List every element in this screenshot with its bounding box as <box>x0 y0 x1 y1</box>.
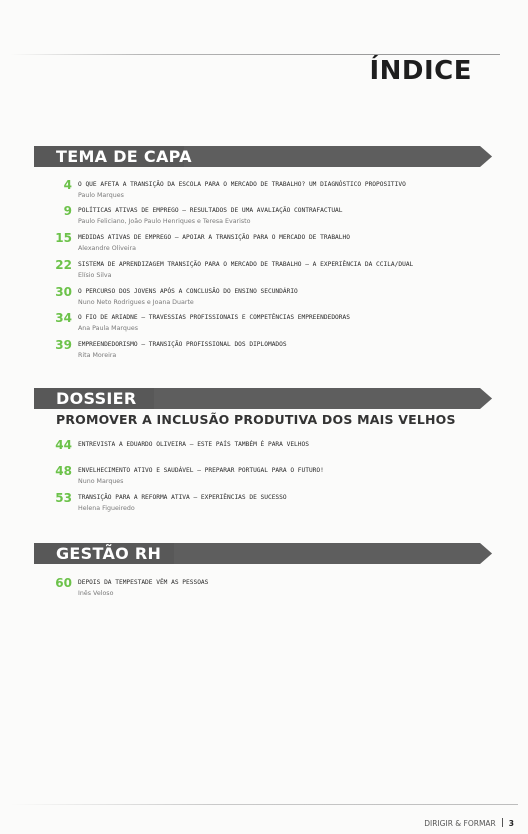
section-label: DOSSIER <box>56 389 137 408</box>
entry-page-number: 22 <box>55 258 72 272</box>
dossier-subtitle: PROMOVER A INCLUSÃO PRODUTIVA DOS MAIS VELHOS <box>56 412 456 427</box>
entry-title: TRANSIÇÃO PARA A REFORMA ATIVA – EXPERIÊNCIAS DE SUCESSO <box>78 494 287 501</box>
entry-author: Helena Figueiredo <box>78 505 135 512</box>
entry-author: Rita Moreira <box>78 352 117 359</box>
section-banner-dossier <box>34 388 492 409</box>
entry-title: O PERCURSO DOS JOVENS APÓS A CONCLUSÃO DO ENSINO SECUNDÁRIO <box>78 288 298 295</box>
entry-author: Ana Paula Marques <box>78 325 139 332</box>
entry-author: Paulo Feliciano, João Paulo Henriques e Teresa Evaristo <box>78 218 251 225</box>
entry-page-number: 30 <box>55 285 72 299</box>
top-rule-right <box>380 54 500 55</box>
entry-page-number: 53 <box>55 491 72 505</box>
footer-rule <box>10 804 518 805</box>
top-rule <box>10 54 380 55</box>
footer-separator <box>502 818 503 827</box>
section-banner-tema-de-capa <box>34 146 492 167</box>
entry-author: Inês Veloso <box>78 590 114 597</box>
entry-page-number: 34 <box>55 311 72 325</box>
entry-page-number: 39 <box>55 338 72 352</box>
entry-title: DEPOIS DA TEMPESTADE VÊM AS PESSOAS <box>78 579 209 586</box>
entry-title: ENTREVISTA A EDUARDO OLIVEIRA – ESTE PAÍS TAMBÉM É PARA VELHOS <box>78 441 309 448</box>
publication-name: DIRIGIR & FORMAR <box>424 819 496 828</box>
entry-author: Paulo Marques <box>78 192 124 199</box>
entry-author: Alexandre Oliveira <box>78 245 136 252</box>
section-label: TEMA DE CAPA <box>56 147 192 166</box>
entry-page-number: 9 <box>63 204 72 218</box>
entry-title: MEDIDAS ATIVAS DE EMPREGO – APOIAR A TRANSIÇÃO PARA O MERCADO DE TRABALHO <box>78 234 350 241</box>
section-banner-gestao-rh <box>34 543 492 564</box>
entry-title: POLÍTICAS ATIVAS DE EMPREGO – RESULTADOS DE UMA AVALIAÇÃO CONTRAFACTUAL <box>78 207 343 214</box>
footer-page-number: 3 <box>508 819 514 828</box>
entry-title: SISTEMA DE APRENDIZAGEM TRANSIÇÃO PARA O MERCADO DE TRABALHO – A EXPERIÊNCIA DA CCILA/DUAL <box>78 261 414 268</box>
entry-page-number: 44 <box>55 438 72 452</box>
section-label: GESTÃO RH <box>56 544 162 563</box>
entry-page-number: 4 <box>63 178 72 192</box>
entry-title: EMPREENDEDORISMO – TRANSIÇÃO PROFISSIONAL DOS DIPLOMADOS <box>78 341 287 348</box>
entry-title: O QUE AFETA A TRANSIÇÃO DA ESCOLA PARA O MERCADO DE TRABALHO? UM DIAGNÓSTICO PROPOSITIVO <box>78 181 406 188</box>
entry-author: Elísio Silva <box>78 272 112 279</box>
entry-title: ENVELHECIMENTO ATIVO E SAUDÁVEL – PREPARAR PORTUGAL PARA O FUTURO! <box>78 467 324 474</box>
entry-page-number: 48 <box>55 464 72 478</box>
page-title: ÍNDICE <box>369 56 472 86</box>
entry-author: Nuno Marques <box>78 478 124 485</box>
entry-page-number: 60 <box>55 576 72 590</box>
entry-title: O FIO DE ARIADNE – TRAVESSIAS PROFISSIONAIS E COMPETÊNCIAS EMPREENDEDORAS <box>78 314 350 321</box>
page-footer <box>424 818 514 828</box>
entry-author: Nuno Neto Rodrigues e Joana Duarte <box>78 299 194 306</box>
entry-page-number: 15 <box>55 231 72 245</box>
